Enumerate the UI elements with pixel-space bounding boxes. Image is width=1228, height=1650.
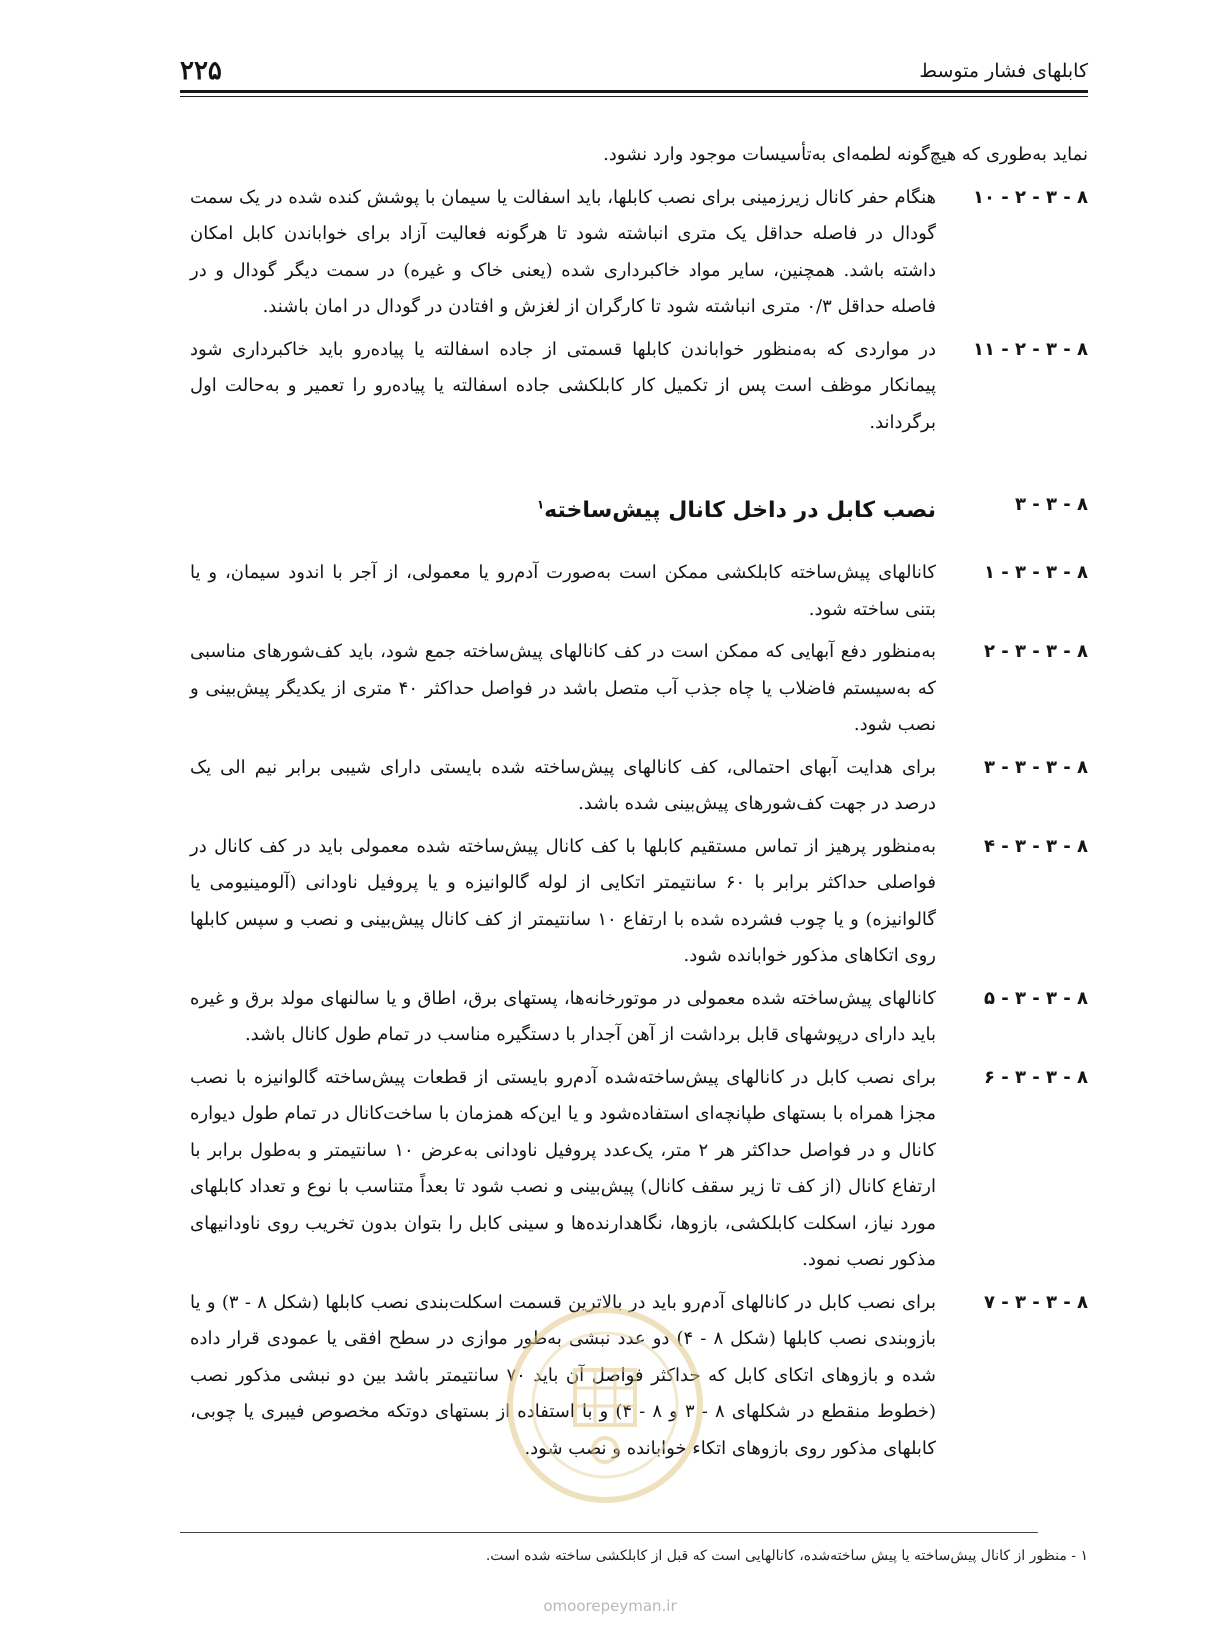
paragraph-text: کانالهای پیش‌ساخته کابلکشی ممکن است به‌صورت آدم‌رو یا معمولی، از آجر با اندود سیمان، و یا بتنی ساخته شود. (190, 562, 936, 620)
paragraph-number: ۸ - ۳ - ۳ - ۷ (983, 1291, 1088, 1313)
header-rule-thin (180, 96, 1088, 97)
page-number: ۲۲۵ (180, 56, 222, 86)
paragraph-text: برای نصب کابل در کانالهای آدم‌رو باید در بالاترین قسمت اسکلت‌بندی نصب کابلها (شکل ۸ - ۳) و یا بازوبندی نصب کابلها (شکل ۸ - ۴) دو عدد نبشی به‌طور موازی در سطح افقی یا عمودی قرار داده شده و بازوهای اتکای کابل که حداکثر فواصل آن باید ۷۰ سانتیمتر باشد بین دو نبشی مذکور نصب (خطوط منقطع در شکلهای ۸ - ۳ و ۸ - ۴) و با استفاده از بستهای دوتکه مخصوص فیبری یا چوبی، کابلهای مذکور روی بازوهای اتکاء خوابانده و نصب شود. (190, 1291, 937, 1459)
running-title: کابلهای فشار متوسط (919, 60, 1088, 82)
paragraph-8-3-3-1 (190, 555, 1088, 628)
footnote: ۱ - منظور از کانال پیش‌ساخته یا پیش ساخته‌شده، کانالهایی است که قبل از کابلکشی ساخته شده است. (485, 1548, 1088, 1564)
paragraph-8-3-3-3 (190, 750, 1088, 823)
paragraph-continuation (190, 137, 1088, 174)
section-title: نصب کابل در داخل کانال پیش‌ساخته (544, 498, 936, 524)
section-number: ۸ - ۳ - ۳ (1014, 494, 1088, 515)
paragraph-number: ۸ - ۳ - ۳ - ۳ (983, 756, 1088, 778)
paragraph-8-3-2-10 (190, 180, 1088, 326)
paragraph-text: در مواردی که به‌منظور خواباندن کابلها قسمتی از جاده اسفالته یا پیاده‌رو باید خاکبرداری شود پیمانکار موظف است پس از تکمیل کار کابلکشی جاده اسفالته یا پیاده‌رو را تعمیر و به‌حالت اول برگرداند. (190, 338, 936, 433)
paragraph-8-3-2-11 (190, 332, 1088, 442)
footnote-rule (180, 1532, 1038, 1533)
paragraph-8-3-3-7 (190, 1285, 1088, 1468)
paragraph-number: ۸ - ۳ - ۳ - ۱ (983, 562, 1088, 583)
paragraph-text: برای هدایت آبهای احتمالی، کف کانالهای پیش‌ساخته شده بایستی دارای شیبی برابر نیم الی یک درصد در جهت کف‌شورهای پیش‌بینی شده باشد. (190, 756, 936, 814)
footnote-mark: ۱ (536, 498, 545, 512)
paragraph-text: به‌منظور دفع آبهایی که ممکن است در کف کانالهای پیش‌ساخته جمع شود، باید کف‌شورهای مناسبی که به‌سیستم فاضلاب یا چاه جذب آب متصل باشد در فواصل حداکثر ۴۰ متری از یکدیگر پیش‌بینی و نصب شود. (190, 641, 936, 735)
paragraph-8-3-3-4 (190, 829, 1088, 975)
paragraph-text: کانالهای پیش‌ساخته شده معمولی در موتورخانه‌ها، پستهای برق، اطاق و یا سالنهای مولد برق و غیره باید دارای درپوشهای قابل برداشت از آهن آجدار با دستگیره مناسب در تمام طول کانال باشد. (190, 987, 936, 1045)
paragraph-8-3-3-6 (190, 1060, 1088, 1279)
paragraph-8-3-3-5 (190, 981, 1088, 1054)
paragraph-text: برای نصب کابل در کانالهای پیش‌ساخته‌شده آدم‌رو بایستی از قطعات پیش‌ساخته گالوانیزه با نصب مجزا همراه با بستهای طپانچه‌ای استفاده‌شود و یا این‌که همزمان با ساخت‌کانال در تمام طول دیواره کانال و در فواصل حداکثر هر ۲ متر، یک‌عدد پروفیل ناودانی به‌عرض ۱۰ سانتیمتر و به‌طول برابر با ارتفاع کانال (از کف تا زیر سقف کانال) پیش‌بینی و نصب شود تا بعداً متناسب با نوع و تعداد کابلهای مورد نیاز، اسکلت کابلکشی، بازوها، نگاهدارنده‌ها و سینی کابل را بتوان بدون تخریب روی ناودانیهای مذکور نصب نمود. (190, 1066, 936, 1270)
section-title-wrap (537, 498, 936, 523)
paragraph-text: نماید به‌طوری که هیچ‌گونه لطمه‌ای به‌تأسیسات موجود وارد نشود. (603, 144, 1088, 165)
paragraph-number: ۸ - ۳ - ۲ - ۱۰ (972, 186, 1088, 208)
paragraph-text: هنگام حفر کانال زیرزمینی برای نصب کابلها، باید اسفالت یا سیمان با پوشش کنده شده در یک سمت گودال در فاصله حداقل یک متری انباشته شود تا هرگونه فعالیت آزاد برای خواباندن کابل امکان داشته باشد. همچنین، سایر مواد خاکبرداری شده (یعنی خاک و غیره) در سمت دیگر گودال و در فاصله حداقل ۰/۳ متری انباشته شود تا کارگران از لغزش و افتادن در گودال در امان باشند. (190, 186, 936, 317)
paragraph-number: ۸ - ۳ - ۳ - ۲ (983, 641, 1088, 662)
page-body (190, 137, 1088, 1473)
paragraph-number: ۸ - ۳ - ۳ - ۵ (983, 987, 1088, 1009)
paragraph-number: ۸ - ۳ - ۳ - ۴ (983, 835, 1088, 857)
paragraph-number: ۸ - ۳ - ۳ - ۶ (983, 1066, 1088, 1088)
header-rule-thick (180, 90, 1088, 93)
section-heading (190, 485, 1088, 525)
paragraph-text: به‌منظور پرهیز از تماس مستقیم کابلها با کف کانال پیش‌ساخته شده معمولی باید در کف کانال در فواصلی حداکثر برابر با ۶۰ سانتیمتر اتکایی از لوله گالوانیزه و یا پروفیل ناودانی (آلومینیومی یا گالوانیزه) و یا چوب فشرده شده با ارتفاع ۱۰ سانتیمتر از کف کانال پیش‌بینی و نصب و سپس کابلها روی اتکاهای مذکور خوابانده شود. (190, 835, 936, 966)
page-header (180, 56, 1088, 90)
paragraph-number: ۸ - ۳ - ۲ - ۱۱ (972, 338, 1088, 360)
watermark-text: omoorepeyman.ir (543, 1597, 677, 1615)
paragraph-8-3-3-2 (190, 634, 1088, 744)
